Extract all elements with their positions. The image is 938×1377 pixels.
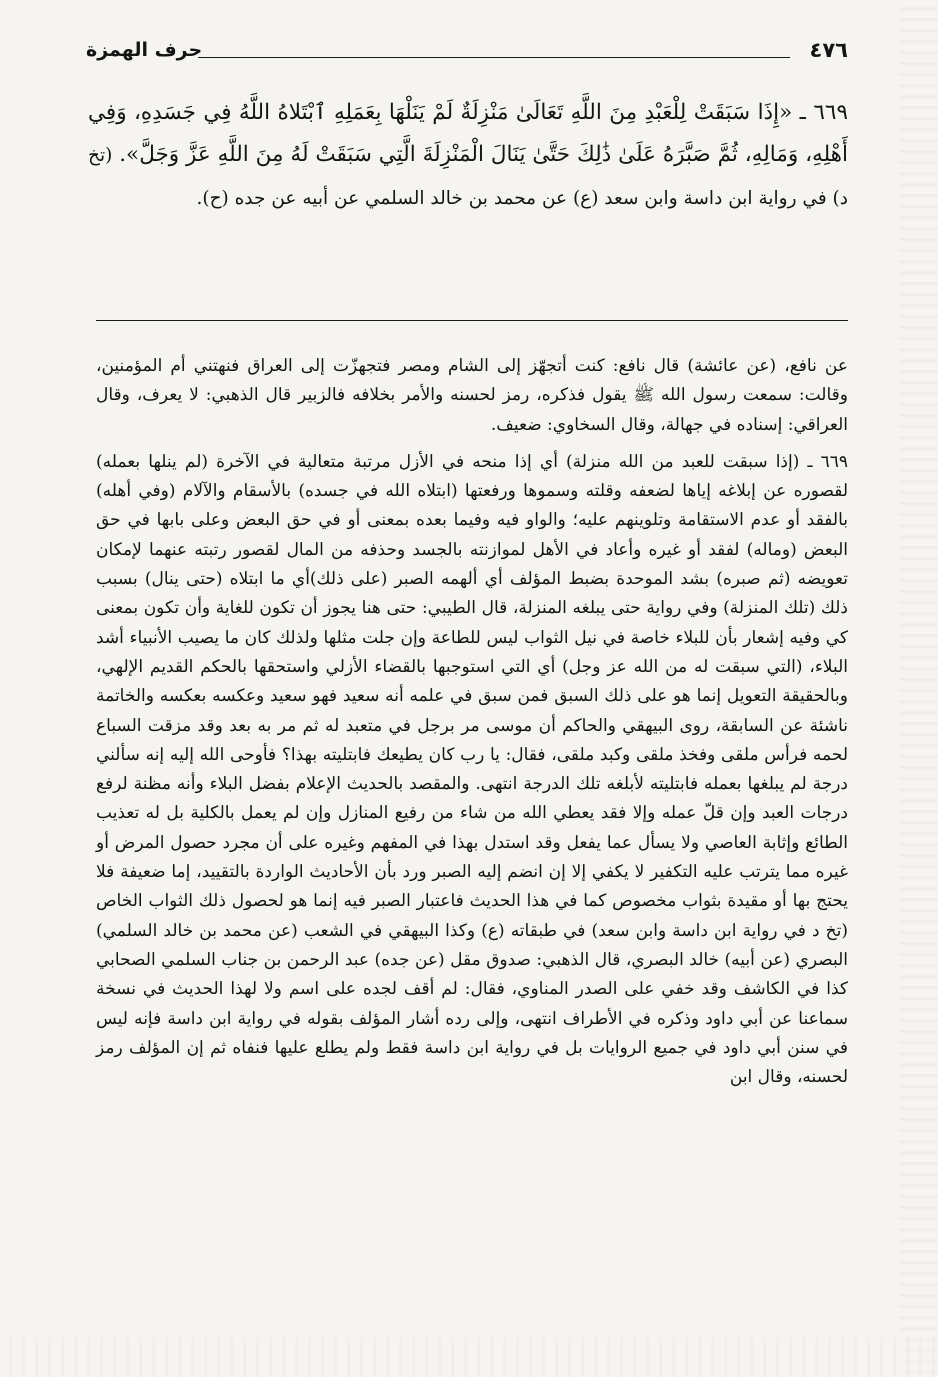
hadith-text-block bbox=[88, 92, 848, 220]
header-rule bbox=[198, 57, 790, 58]
commentary-block bbox=[96, 352, 848, 1092]
scan-edge-noise bbox=[900, 0, 938, 1377]
page-header bbox=[86, 36, 848, 72]
commentary-paragraph: عن نافع، (عن عائشة) قال نافع: كنت أتجهّز إلى الشام ومصر فتجهزّت إلى العراق فنهتني أم المؤمنين، وقالت: سمعت رسول الله ﷺ يقول فذكره، رمز لحسنه والأمر بخلافه فالزبير قال الذهبي: لا يعرف، وقال العراقي: إسناده في جهالة، وقال السخاوي: ضعيف. bbox=[96, 356, 848, 435]
scan-bottom-noise bbox=[0, 1337, 938, 1377]
hadith-paragraph bbox=[88, 92, 848, 220]
running-title: حرف الهمزة bbox=[86, 39, 203, 61]
commentary-paragraph: ٦٦٩ ـ (إذا سبقت للعبد من الله منزلة) أي إذا منحه في الأزل مرتبة متعالية في الآخرة (لم ينلها بعمله) لقصوره عن إبلاغه إياها لضعفه وقلته وسموها ورفعتها (ابتلاه الله في جسده) بالأسقام والآلام (وفي أهله) بالفقد أو عدم الاستقامة وتلوينهم عليه؛ والواو فيه وفيما بعده بمعنى أو في حق البعض وعلى بابها في حق البعض (وماله) لفقد أو غيره وأعاد في الأهل لموازنته بالجسد وحذفه من المال لقصور رتبته عنهما لإمكان تعويضه (ثم صبره) بشد الموحدة بضبط المؤلف أي ألهمه الصبر (على ذلك)أي ما ابتلاه (حتى ينال) بسبب ذلك (تلك المنزلة) وفي رواية حتى يبلغه المنزلة، قال الطيبي: حتى هنا يجوز أن تكون للغاية وأن تكون بمعنى كي وفيه إشعار بأن للبلاء خاصة في نيل الثواب ليس للطاعة وإن جلت مثلها ولذلك كان ما يصيب الأنبياء أشد البلاء، (التي سبقت له من الله عز وجل) أي التي استوجبها بالقضاء الأزلي واستحقها بالحكم القديم الإلهي، وبالحقيقة التعويل إنما هو على ذلك السبق فمن سبق في علمه أنه سعيد فهو سعيد وعكسه بعكسه والخاتمة ناشئة عن السابقة، روى البيهقي والحاكم أن موسى مر برجل في متعبد له ثم مر به بعد وقد مزقت السباع لحمه فرأس ملقى وفخذ ملقى وكبد ملقى، فقال: يا رب كان يطيعك فابتليته بهذا؟ فأوحى الله إليه إنه سألني درجة لم يبلغها بعمله فابتليته لأبلغه تلك الدرجة انتهى. والمقصد بالحديث الإعلام بفضل البلاء وأنه مظنة لرفع درجات العبد وإن قلّ عمله وإلا فقد يعطي الله من شاء من رفيع المنازل وإن لم يعمل بالكلية بل له تعذيب الطائع وإثابة العاصي ولا يسأل عما يفعل وقد استدل بهذا في المفهم وغيره على أن مجرد حصول المرض أو غيره مما يترتب عليه التكفير لا يكفي إلا إن انضم إليه الصبر ورد بأن الأحاديث الواردة بالتقييد، إما ضعيفة فلا يحتج بها أو مقيدة بثواب مخصوص كما في هذا الحديث فاعتبار الصبر فيه إنما هو لحصول ذلك الثواب الخاص (تخ د في رواية ابن داسة وابن سعد) في طبقاته (ع) وكذا البيهقي في الشعب (عن محمد بن خالد السلمي) البصري (عن أبيه) خالد البصري، قال الذهبي: صدوق مقل (عن جده) عبد الرحمن بن جناب السلمي الصحابي كذا في الكاشف وقد خفي على الصدر المناوي، فقال: لم أقف لجده على اسم ولا لهذا الحديث في نسخة سماعنا عن أبي داود وذكره في الأطراف انتهى، وإلى رده أشار المؤلف بقوله في رواية ابن داسة فإنه ليس في سنن أبي داود في جميع الروايات بل في رواية ابن داسة فقط ولم يطلع عليها فنفاه ثم إن المؤلف رمز لحسنه، وقال ابن bbox=[96, 451, 848, 1088]
page-number: ٤٧٦ bbox=[809, 38, 848, 62]
hadith-source: (تخ د) في رواية ابن داسة وابن سعد (ع) عن محمد بن خالد السلمي عن أبيه عن جده (ح). bbox=[88, 145, 848, 209]
hadith-matn: ٦٦٩ ـ «إِذَا سَبَقَتْ لِلْعَبْدِ مِنَ اللَّهِ تَعَالَىٰ مَنْزِلَةٌ لَمْ يَنَلْهَا بِعَمَلِهِ ٱبْتَلاهُ اللَّهُ فِي جَسَدِهِ، وَفِي أَهْلِهِ، وَمَالِهِ، ثُمَّ صَبَّرَهُ عَلَىٰ ذَٰلِكَ حَتَّىٰ يَنَالَ الْمَنْزِلَةَ الَّتِي سَبَقَتْ لَهُ مِنَ اللَّهِ عَزَّ وَجَلَّ». bbox=[88, 100, 848, 167]
footnote-separator bbox=[96, 320, 848, 321]
